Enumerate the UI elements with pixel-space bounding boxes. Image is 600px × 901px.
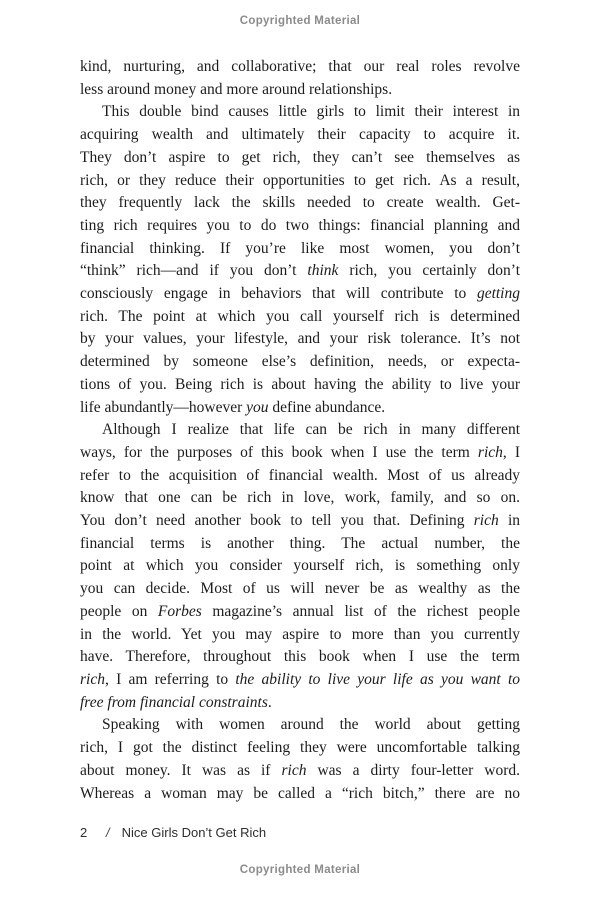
text-line (80, 465, 520, 488)
text-segment: have. Therefore, throughout this book when I use the term (80, 648, 520, 666)
text-segment: rich (473, 512, 499, 530)
page-footer (80, 825, 520, 840)
text-segment: they frequently lack the skills needed to create wealth. Get- (80, 194, 520, 212)
text-segment: magazine’s annual list of the richest people (201, 602, 520, 620)
text-line (80, 101, 520, 124)
copyright-watermark-top: Copyrighted Material (239, 15, 361, 27)
text-line (80, 578, 520, 601)
text-segment: kind, nurturing, and collaborative; that our real roles revolve (80, 58, 520, 75)
text-segment: people on (80, 602, 158, 620)
text-line (80, 692, 520, 715)
text-segment: “think” rich—and if you don’t (80, 262, 308, 280)
text-segment: in the world. Yet you may aspire to more than you currently (80, 625, 520, 643)
running-book-title: Nice Girls Don’t Get Rich (121, 825, 267, 840)
text-segment: They don’t aspire to get rich, they can’t see themselves as (80, 148, 520, 166)
text-line (80, 737, 520, 760)
text-segment: financial terms is another thing. The actual number, the (80, 534, 520, 552)
text-line (80, 306, 520, 329)
text-line (80, 601, 520, 624)
text-segment: by your values, your lifestyle, and your risk tolerance. It’s not (80, 330, 520, 348)
footer-separator: / (106, 825, 110, 840)
text-segment: , I am referring to (104, 670, 236, 688)
text-line (80, 79, 520, 102)
text-line (80, 192, 520, 215)
text-line (80, 374, 520, 397)
text-line (80, 669, 520, 692)
text-segment: you (246, 398, 269, 416)
text-segment: rich. The point at which you call yourself rich is determined (80, 307, 520, 325)
text-line (80, 56, 520, 79)
text-line (80, 170, 520, 193)
text-line (80, 624, 520, 647)
text-segment: was a dirty four-letter word. (306, 761, 520, 779)
text-segment: ways, for the purposes of this book when I use the term (80, 443, 478, 461)
text-line (80, 328, 520, 351)
text-segment: know that one can be rich in love, work, family, and so on. (80, 489, 520, 507)
text-line (80, 147, 520, 170)
text-line (80, 238, 520, 261)
text-segment: rich, I got the distinct feeling they were uncomfortable talking (80, 739, 520, 757)
page-number: 2 (80, 825, 88, 840)
text-segment: tions of you. Being rich is about having the ability to live your (80, 375, 520, 393)
text-segment: rich (80, 670, 105, 688)
text-segment: rich, or they reduce their opportunities to get rich. As a result, (80, 171, 520, 189)
text-line (80, 714, 520, 737)
text-segment: in (498, 512, 521, 530)
text-segment: you can decide. Most of us will never be as wealthy as the (80, 580, 520, 598)
copyright-watermark-bottom: Copyrighted Material (239, 864, 361, 876)
text-segment: Speaking with women around the world about getting (102, 716, 520, 734)
text-segment: define abundance. (268, 398, 386, 416)
text-segment: determined by someone else’s definition, needs, or expecta- (80, 353, 520, 371)
text-line (80, 397, 520, 420)
text-line (80, 260, 520, 283)
text-segment: rich (281, 761, 307, 779)
text-segment: think (307, 262, 339, 280)
text-line (80, 124, 520, 147)
text-line (80, 442, 520, 465)
text-segment: refer to the acquisition of financial wealth. Most of us already (80, 466, 520, 484)
text-line (80, 510, 520, 533)
text-segment: acquiring wealth and ultimately their capacity to acquire it. (80, 126, 520, 144)
text-segment: free from financial constraints (80, 693, 268, 711)
text-line (80, 783, 520, 806)
text-line (80, 646, 520, 669)
text-segment: consciously engage in behaviors that will contribute to (80, 285, 477, 303)
text-line (80, 351, 520, 374)
text-segment: rich, you certainly don’t (338, 262, 520, 280)
text-segment: This double bind causes little girls to limit their interest in (102, 103, 520, 121)
text-line (80, 419, 520, 442)
text-segment: Whereas a woman may be called a “rich bitch,” there are no (80, 784, 520, 802)
text-line (80, 760, 520, 783)
text-segment: Forbes (157, 602, 202, 620)
text-line (80, 533, 520, 556)
text-segment: rich (477, 443, 503, 461)
text-segment: ting rich requires you to do two things: financial planning and (80, 216, 520, 234)
text-segment: You don’t need another book to tell you that. Defining (80, 512, 474, 530)
text-segment: Although I realize that life can be rich in many different (102, 421, 520, 439)
page-text (80, 56, 520, 805)
text-line (80, 487, 520, 510)
text-segment: less around money and more around relationships. (80, 80, 393, 98)
text-segment: point at which you consider yourself rich, is something only (80, 557, 520, 575)
text-segment: about money. It was as if (80, 761, 282, 779)
text-segment: . (267, 693, 272, 711)
text-segment: financial thinking. If you’re like most women, you don’t (80, 239, 520, 257)
text-segment: , I (502, 443, 520, 461)
text-line (80, 215, 520, 238)
text-line (80, 555, 520, 578)
text-segment: life abundantly—however (80, 398, 247, 416)
text-line (80, 283, 520, 306)
text-segment: getting (476, 285, 520, 303)
text-segment: the ability to live your life as you want to (235, 670, 520, 688)
